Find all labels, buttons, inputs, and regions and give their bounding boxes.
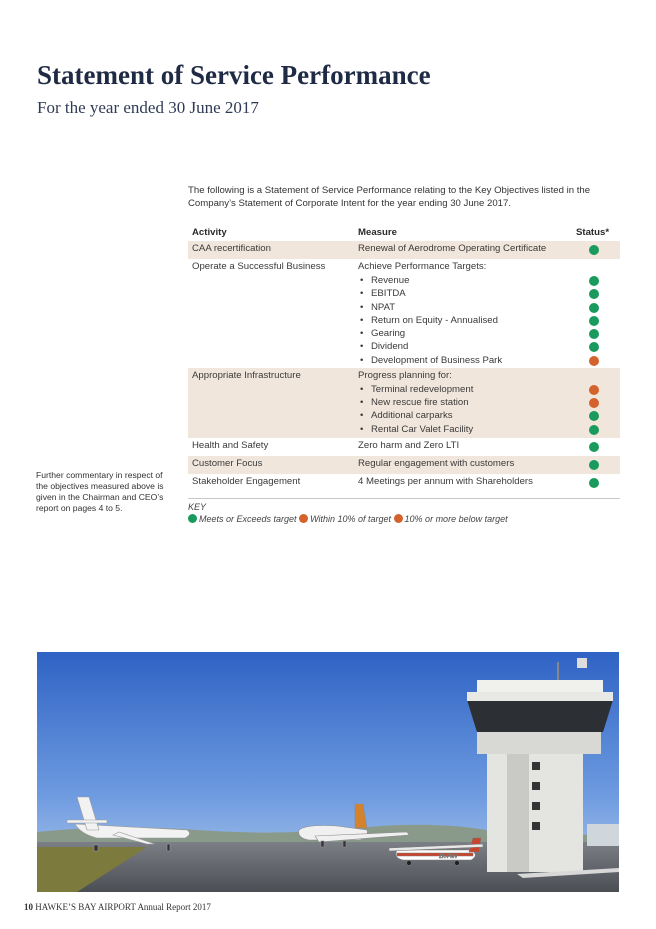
status-dot bbox=[589, 316, 599, 326]
list-item: • NPAT bbox=[360, 301, 396, 313]
list-item: • Terminal redevelopment bbox=[360, 383, 474, 395]
list-item: • Rental Car Valet Facility bbox=[360, 423, 474, 435]
measure-cell: Regular engagement with customers bbox=[358, 457, 515, 469]
list-item: • EBITDA bbox=[360, 288, 406, 300]
status-dot bbox=[589, 276, 599, 286]
header-measure: Measure bbox=[358, 227, 397, 238]
list-item: • Development of Business Park bbox=[360, 354, 503, 366]
intro-paragraph: The following is a Statement of Service Performance relating to the Key Objectives listed in the Company’s Statement of Corporate Intent for the year ending 30 June 2017. bbox=[188, 185, 591, 209]
page-subtitle: For the year ended 30 June 2017 bbox=[37, 98, 259, 117]
list-item: • Return on Equity - Annualised bbox=[360, 314, 498, 326]
status-dot bbox=[589, 385, 599, 395]
status-dot bbox=[589, 356, 599, 366]
status-dot bbox=[589, 411, 599, 421]
status-dot bbox=[589, 329, 599, 339]
footer-doc: Annual Report 2017 bbox=[137, 902, 211, 912]
header-status: Status* bbox=[576, 227, 610, 238]
list-item: • Gearing bbox=[360, 328, 406, 340]
measure-cell: 4 Meetings per annum with Shareholders bbox=[358, 475, 533, 487]
performance-table bbox=[188, 225, 620, 494]
status-dot bbox=[589, 289, 599, 299]
status-dot bbox=[589, 398, 599, 408]
status-dot bbox=[589, 478, 599, 488]
key-label: Within 10% of target bbox=[310, 514, 392, 524]
activity-cell: Appropriate Infrastructure bbox=[192, 369, 301, 381]
status-dot bbox=[589, 460, 599, 470]
key-green-dot bbox=[188, 514, 197, 523]
status-key bbox=[188, 498, 620, 524]
key-items bbox=[188, 514, 620, 524]
measure-cell: Zero harm and Zero LTI bbox=[358, 439, 460, 451]
list-item: • Dividend bbox=[360, 341, 409, 353]
side-note: Further commentary in respect of the objectives measured above is given in the Chairman and CEO’s report on pages 4 to 5. bbox=[36, 470, 164, 513]
page-number: 10 bbox=[24, 902, 33, 912]
table-row bbox=[188, 456, 620, 474]
measure-cell: Achieve Performance Targets: bbox=[358, 261, 487, 272]
footer-org: HAWKE’S BAY AIRPORT bbox=[35, 902, 136, 912]
hangar bbox=[587, 824, 619, 846]
list-item: • Revenue bbox=[360, 275, 410, 286]
table-row bbox=[188, 241, 620, 259]
header-activity: Activity bbox=[192, 227, 227, 238]
activity-cell: Operate a Successful Business bbox=[192, 261, 326, 272]
key-title: KEY bbox=[188, 502, 207, 512]
activity-cell: Stakeholder Engagement bbox=[192, 475, 301, 487]
status-dot bbox=[589, 303, 599, 313]
table-row bbox=[188, 438, 620, 456]
table-row bbox=[188, 474, 620, 494]
list-item: • Additional carparks bbox=[360, 410, 453, 422]
table-row bbox=[188, 368, 620, 438]
table-header bbox=[188, 225, 620, 241]
measure-cell: Progress planning for: bbox=[358, 369, 452, 381]
key-orange-dot bbox=[394, 514, 403, 523]
aircraft-registration: ZK-FMV bbox=[439, 854, 458, 860]
status-dot bbox=[589, 342, 599, 352]
activity-cell: Health and Safety bbox=[192, 439, 269, 451]
status-dot bbox=[589, 425, 599, 435]
key-orange-dot bbox=[299, 514, 308, 523]
airport-photo bbox=[37, 652, 619, 892]
key-label: Meets or Exceeds target bbox=[199, 514, 297, 524]
list-item: • New rescue fire station bbox=[360, 397, 469, 409]
status-dot bbox=[589, 245, 599, 255]
activity-cell: CAA recertification bbox=[192, 243, 271, 254]
page-title: Statement of Service Performance bbox=[37, 60, 431, 90]
page-footer bbox=[24, 902, 211, 912]
measure-cell: Renewal of Aerodrome Operating Certificate bbox=[358, 243, 547, 254]
status-dot bbox=[589, 442, 599, 452]
activity-cell: Customer Focus bbox=[192, 457, 263, 469]
key-label: 10% or more below target bbox=[404, 514, 508, 524]
table-row bbox=[188, 259, 620, 368]
